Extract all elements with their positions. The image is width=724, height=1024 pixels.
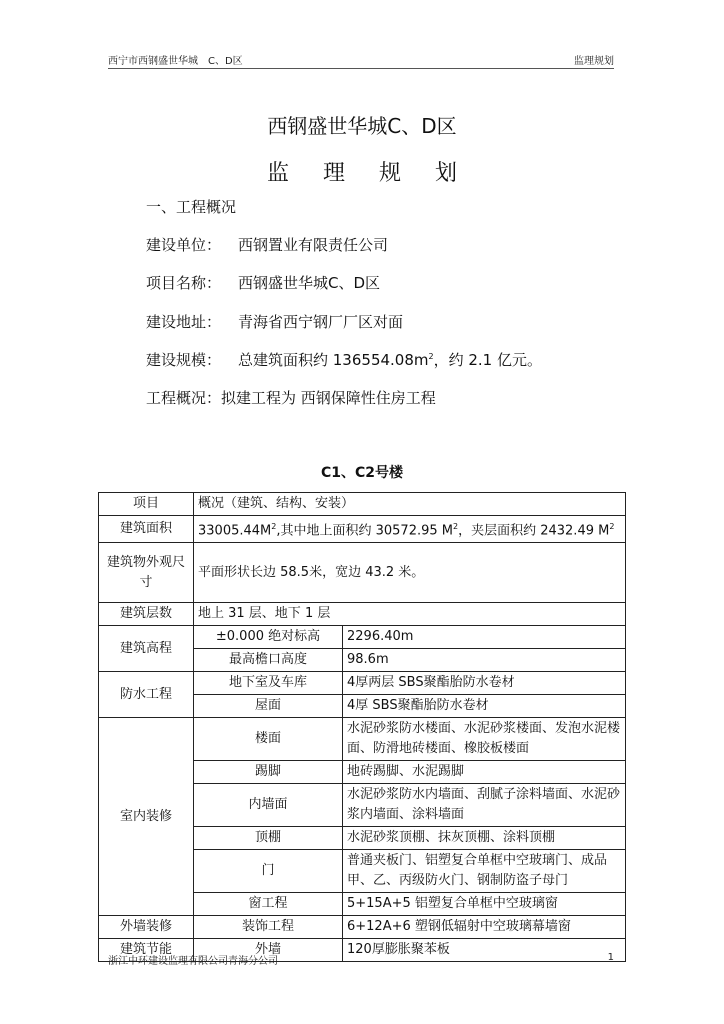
sub-label: 窗工程 — [194, 893, 343, 916]
row-value: 平面形状长边 58.5米，宽边 43.2 米。 — [194, 543, 626, 603]
info-row-project — [146, 272, 380, 293]
sub-label: 外墙 — [194, 939, 343, 962]
row-value: 水泥砂浆防水内墙面、刮腻子涂料墙面、水泥砂浆内墙面、涂料墙面 — [343, 784, 626, 827]
sub-label: ±0.000 绝对标高 — [194, 626, 343, 649]
sub-label: 装饰工程 — [194, 916, 343, 939]
table-row — [99, 626, 626, 649]
table-head-desc: 概况（建筑、结构、安装） — [194, 493, 626, 516]
info-value-tail: ，约 2.1 亿元。 — [433, 351, 542, 369]
row-value: 120厚膨胀聚苯板 — [343, 939, 626, 962]
page-number: 1 — [607, 952, 614, 963]
row-label: 外墙装修 — [99, 916, 194, 939]
info-value: 西钢置业有限责任公司 — [238, 236, 389, 254]
table-row — [99, 493, 626, 516]
row-value: 5+15A+5 铝塑复合单框中空玻璃窗 — [343, 893, 626, 916]
row-label: 防水工程 — [99, 672, 194, 718]
info-label: 工程概况： — [146, 389, 222, 407]
row-value: 6+12A+6 塑钢低辐射中空玻璃幕墙窗 — [343, 916, 626, 939]
header-right: 监理规划 — [574, 56, 614, 67]
info-row-scale — [146, 349, 542, 370]
document-title: 西钢盛世华城C、D区 — [267, 114, 457, 138]
row-label: 建筑物外观尺寸 — [99, 543, 194, 603]
info-row-address — [146, 311, 403, 332]
info-value: 青海省西宁钢厂厂区对面 — [238, 313, 404, 331]
row-value: 地上 31 层、地下 1 层 — [194, 603, 626, 626]
row-label: 建筑节能 — [99, 939, 194, 962]
row-label: 建筑高程 — [99, 626, 194, 672]
sub-label: 顶棚 — [194, 827, 343, 850]
row-value: 水泥砂浆顶棚、抹灰顶棚、涂料顶棚 — [343, 827, 626, 850]
header-left: 西宁市西钢盛世华城 C、D区 — [108, 56, 243, 67]
info-value: 拟建工程为 西钢保障性住房工程 — [221, 389, 436, 407]
info-label: 建设地址： — [146, 313, 222, 331]
table-row — [99, 916, 626, 939]
sub-label: 地下室及车库 — [194, 672, 343, 695]
header-rule — [108, 68, 614, 69]
footer-company: 浙江中环建设监理有限公司青海分公司 — [108, 956, 278, 967]
sub-label: 内墙面 — [194, 784, 343, 827]
info-label: 建设规模： — [146, 351, 222, 369]
row-value: 2296.40m — [343, 626, 626, 649]
info-sup: 2 — [428, 352, 434, 361]
row-label: 建筑面积 — [99, 516, 194, 543]
table-row — [99, 718, 626, 761]
info-label: 建设单位： — [146, 236, 222, 254]
row-value: 水泥砂浆防水楼面、水泥砂浆楼面、发泡水泥楼面、防滑地砖楼面、橡胶板楼面 — [343, 718, 626, 761]
sub-label: 最高檐口高度 — [194, 649, 343, 672]
document-subtitle: 监理规划 — [266, 161, 491, 186]
spec-table — [98, 492, 626, 962]
table-row — [99, 672, 626, 695]
row-value: 4厚 SBS聚酯胎防水卷材 — [343, 695, 626, 718]
row-label: 室内装修 — [99, 718, 194, 916]
row-label: 建筑层数 — [99, 603, 194, 626]
row-value: 4厚两层 SBS聚酯胎防水卷材 — [343, 672, 626, 695]
info-value: 西钢盛世华城C、D区 — [238, 274, 381, 292]
table-head-item: 项目 — [99, 493, 194, 516]
area-value: $33005.44M^2$,其中地上面积约 30572.95 $M^2$，夹层面积约 2432.49 $M^2$ — [194, 516, 626, 543]
sub-label: 踢脚 — [194, 761, 343, 784]
sub-label: 门 — [194, 850, 343, 893]
row-value: 地砖踢脚、水泥踢脚 — [343, 761, 626, 784]
info-label: 项目名称： — [146, 274, 222, 292]
table-caption: C1、C2号楼 — [320, 465, 404, 481]
info-value: 总建筑面积约 136554.08m — [238, 351, 429, 369]
row-value: 98.6m — [343, 649, 626, 672]
sub-label: 楼面 — [194, 718, 343, 761]
row-value: 普通夹板门、铝塑复合单框中空玻璃门、成品甲、乙、丙级防火门、钢制防盗子母门 — [343, 850, 626, 893]
table-row — [99, 516, 626, 543]
table-row — [99, 603, 626, 626]
table-row — [99, 543, 626, 603]
section-heading: 一、工程概况 — [146, 198, 237, 216]
sub-label: 屋面 — [194, 695, 343, 718]
info-row-overview — [146, 387, 436, 408]
info-row-builder — [146, 234, 388, 255]
